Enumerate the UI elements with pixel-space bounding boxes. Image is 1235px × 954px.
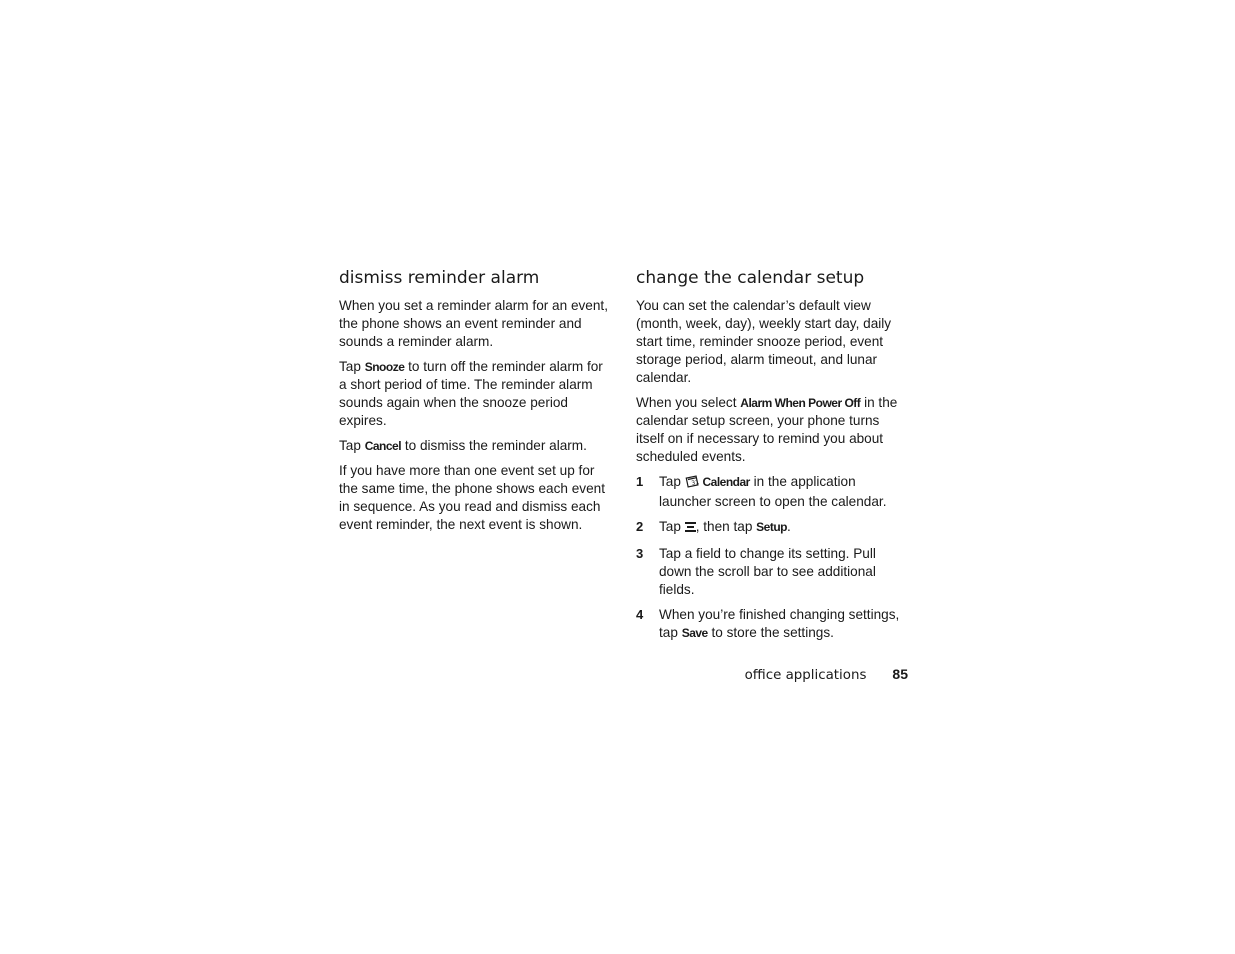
- footer-section-name: office applications: [744, 668, 867, 683]
- step-number: 2: [636, 519, 644, 534]
- step-item: 2 Tap , then tap Setup.: [636, 518, 908, 538]
- page-footer: [700, 664, 908, 686]
- ui-term-setup: Setup: [756, 520, 788, 534]
- calendar-icon: [685, 474, 699, 493]
- paragraph: When you select Alarm When Power Off in the calendar setup screen, your phone turns itself on if necessary to remind you about scheduled events.: [636, 395, 898, 464]
- menu-icon: [685, 520, 696, 538]
- svg-text:31: 31: [690, 478, 699, 488]
- page-number: 85: [892, 666, 908, 682]
- right-column: [636, 266, 908, 649]
- paragraph: Tap Cancel to dismiss the reminder alarm.: [339, 438, 587, 453]
- left-column: [339, 266, 609, 541]
- step-item: 4 When you’re finished changing settings, tap Save to store the settings.: [636, 607, 900, 640]
- step-item: 1 Tap 31 Calendar in the application launcher screen to open the calendar.: [636, 474, 887, 509]
- step-number: 3: [636, 546, 644, 561]
- step-number: 4: [636, 607, 644, 622]
- ui-term-save: Save: [681, 626, 708, 640]
- ui-term-cancel: Cancel: [364, 439, 402, 453]
- step-item: 3 Tap a field to change its setting. Pull down the scroll bar to see additional fields.: [636, 546, 876, 597]
- paragraph: When you set a reminder alarm for an event, the phone shows an event reminder and sounds a reminder alarm.: [339, 298, 608, 349]
- ui-term-snooze: Snooze: [364, 360, 405, 374]
- steps-list: [636, 473, 908, 642]
- paragraph: You can set the calendar’s default view (month, week, day), weekly start day, daily start time, reminder snooze period, event storage period, alarm timeout, and lunar calendar.: [636, 298, 892, 385]
- section-heading-dismiss: dismiss reminder alarm: [339, 268, 540, 288]
- step-number: 1: [636, 474, 644, 489]
- ui-term-alarm-when-power-off: Alarm When Power Off: [740, 396, 861, 410]
- section-heading-calendar-setup: change the calendar setup: [636, 268, 865, 288]
- paragraph: If you have more than one event set up for the same time, the phone shows each event in sequence. As you read and dismiss each event reminder, the next event is shown.: [339, 463, 605, 532]
- paragraph: Tap Snooze to turn off the reminder alarm for a short period of time. The reminder alarm sounds again when the snooze period expires.: [339, 359, 603, 428]
- ui-term-calendar: Calendar: [702, 475, 750, 489]
